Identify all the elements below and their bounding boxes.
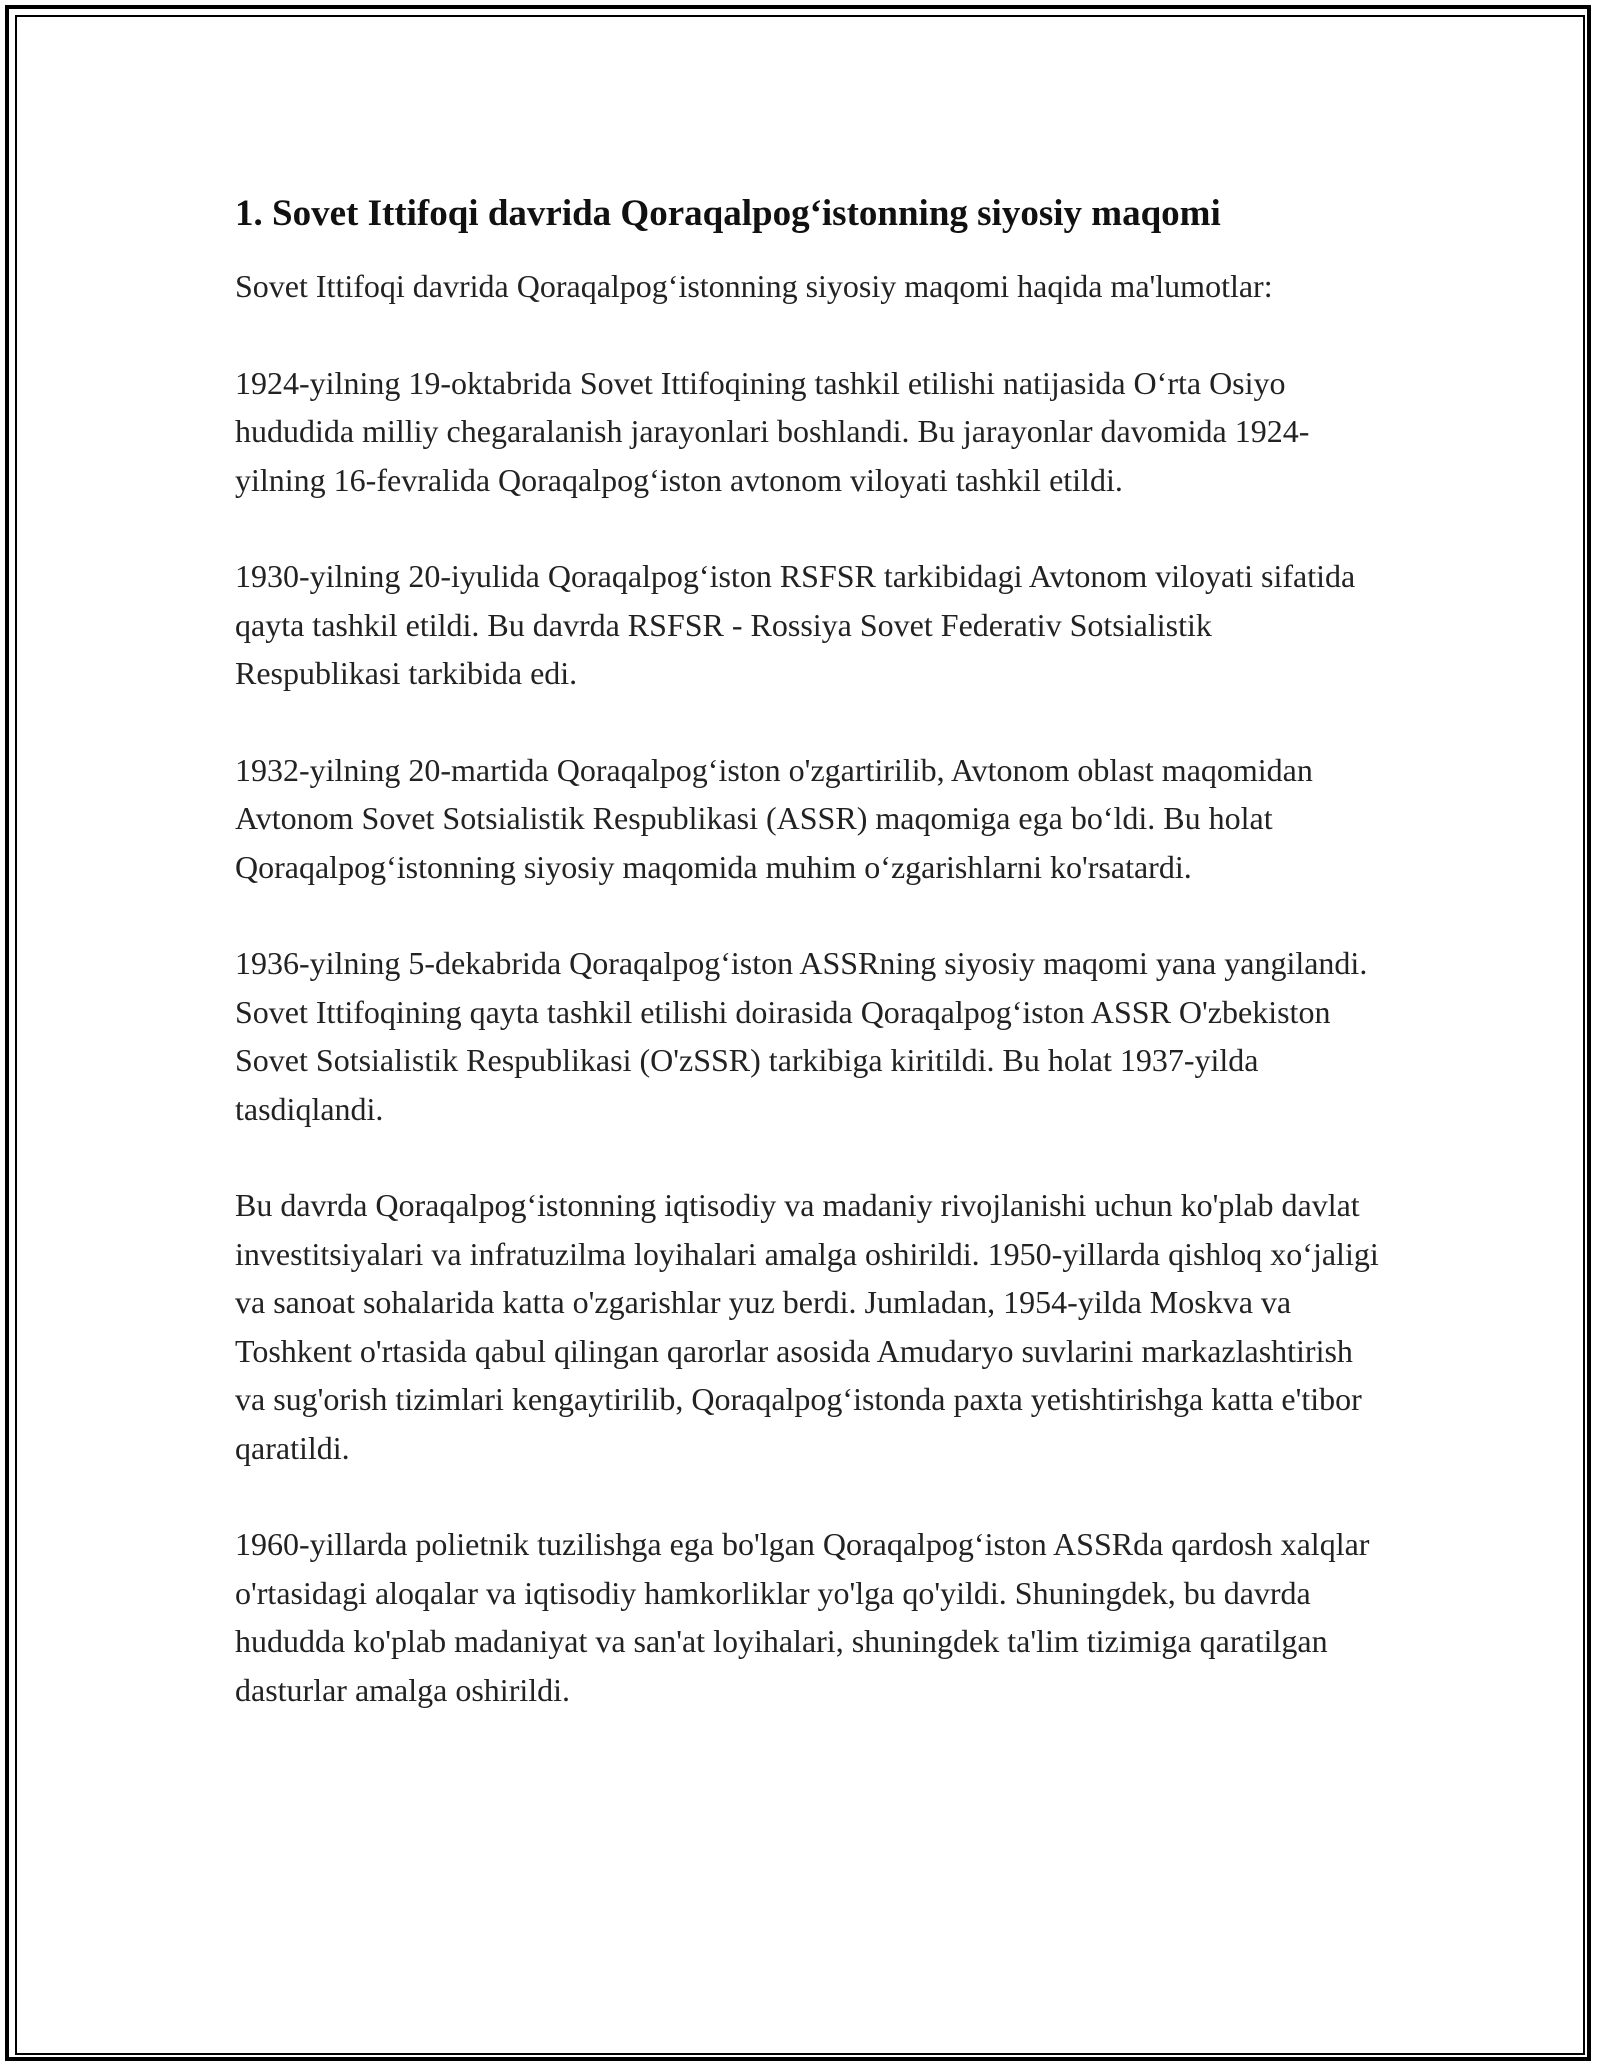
paragraph-development: Bu davrda Qoraqalpog‘istonning iqtisodiy va madaniy rivojlanishi uchun ko'plab davlat investitsiyalari va infratuzilma loyihalari amalga oshirildi. 1950-yillarda qishloq xo‘jaligi va sanoat sohalarida katta o'zgarishlar yuz berdi. Jumladan, 1954-yilda Moskva va Toshkent o'rtasida qabul qilingan qarorlar asosida Amudaryo suvlarini markazlashtirish va sug'orish tizimlari kengaytirilib, Qoraqalpog‘istonda paxta yetishtirishga katta e'tibor qaratildi. (235, 1187, 1379, 1466)
paragraph-1960s: 1960-yillarda polietnik tuzilishga ega bo'lgan Qoraqalpog‘iston ASSRda qardosh xalqlar o'rtasidagi aloqalar va iqtisodiy hamkorliklar yo'lga qo'yildi. Shuningdek, bu davrda hududda ko'plab madaniyat va san'at loyihalari, shuningdek ta'lim tizimiga qaratilgan dasturlar amalga oshirildi. (235, 1526, 1370, 1708)
paragraph-1932: 1932-yilning 20-martida Qoraqalpog‘iston o'zgartirilib, Avtonom oblast maqomidan Avtonom Sovet Sotsialistik Respublikasi (ASSR) maqomiga ega bo‘ldi. Bu holat Qoraqalpog‘istonning siyosiy maqomida muhim o‘zgarishlarni ko'rsatardi. (235, 751, 1313, 885)
paragraph-1924: 1924-yilning 19-oktabrida Sovet Ittifoqining tashkil etilishi natijasida O‘rta Osiyo hududida milliy chegaralanish jarayonlari boshlandi. Bu jarayonlar davomida 1924-yilning 16-fevralida Qoraqalpog‘iston avtonom viloyati tashkil etildi. (235, 364, 1310, 498)
paragraph-1930: 1930-yilning 20-iyulida Qoraqalpog‘iston RSFSR tarkibidagi Avtonom viloyati sifatida qayta tashkil etildi. Bu davrda RSFSR - Rossiya Sovet Federativ Sotsialistik Respublikasi tarkibida edi. (235, 558, 1356, 691)
document-body (235, 190, 1385, 1762)
paragraph-intro: Sovet Ittifoqi davrida Qoraqalpog‘istonning siyosiy maqomi haqida ma'lumotlar: (235, 268, 1273, 304)
paragraph-1936: 1936-yilning 5-dekabrida Qoraqalpog‘iston ASSRning siyosiy maqomi yana yangilandi. Sovet Ittifoqining qayta tashkil etilishi doirasida Qoraqalpog‘iston ASSR O'zbekiston Sovet Sotsialistik Respublikasi (O'zSSR) tarkibiga kiritildi. Bu holat 1937-yilda tasdiqlandi. (235, 945, 1368, 1127)
document-title: 1. Sovet Ittifoqi davrida Qoraqalpog‘istonning siyosiy maqomi (235, 193, 1221, 234)
